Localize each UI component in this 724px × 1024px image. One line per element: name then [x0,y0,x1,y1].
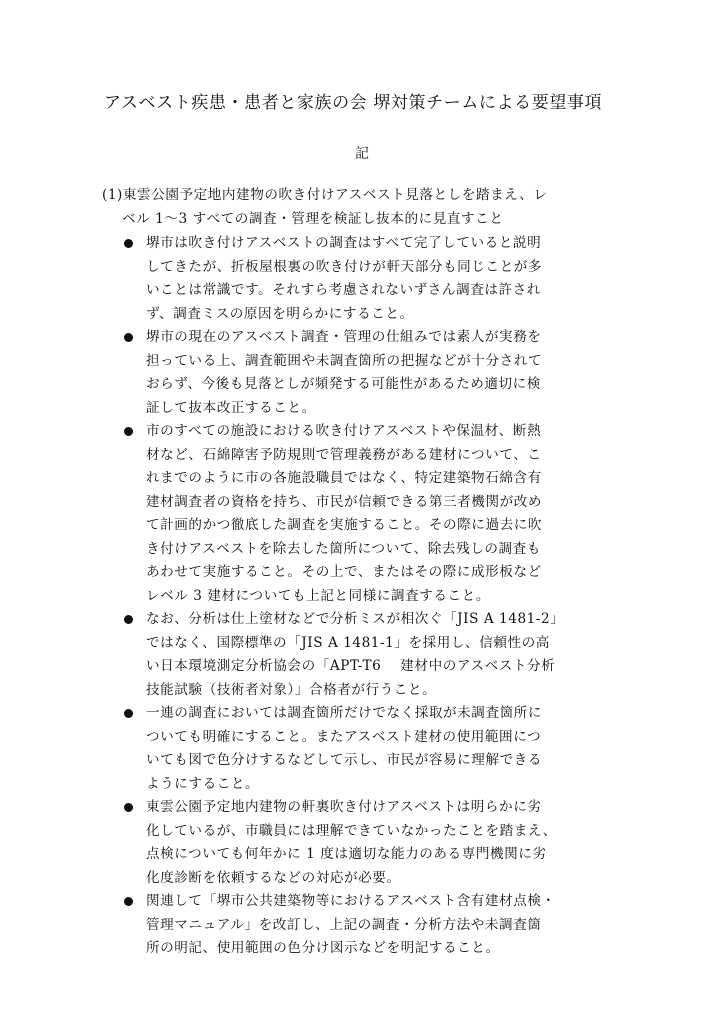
item-text-line: ではなく、国際標準の「JIS A 1481-1」を採用し、信頼性の高 [146,634,550,651]
item-text-line: してきたが、折板屋根裏の吹き付けが軒天部分も同じことが多 [146,258,543,275]
request-item [118,608,578,702]
request-item [118,420,578,608]
bullet-dot-icon [124,239,133,248]
document-title: アスベスト疾患・患者と家族の会 堺対策チームによる要望事項 [104,93,603,113]
section-heading [102,184,612,231]
item-text-line: 技能試験（技術者対象）」合格者が行うこと。 [146,681,437,698]
ki-heading: 記 [355,146,369,162]
bullet-dot-icon [124,615,133,624]
item-text-line: 関連して「堺市公共建築物等におけるアスベスト含有建材点検・ [146,893,556,909]
request-item [118,702,578,796]
request-item [118,796,578,890]
bullet-dot-icon [124,897,133,906]
item-text-line: て計画的かつ徹底した調査を実施すること。その際に過去に吹 [146,517,543,533]
request-list [118,232,578,961]
item-text-line: 建材調査者の資格を持ち、市民が信頼できる第三者機関が改め [146,493,543,510]
request-item [118,232,578,326]
item-text-line: 東雲公園予定地内建物の軒裏吹き付けアスベストは明らかに劣 [146,799,542,815]
section-heading-line: (1)東雲公園予定地内建物の吹き付けアスベスト見落としを踏まえ、レ [102,187,548,203]
item-text-line: 材など、石綿障害予防規則で管理義務がある建材について、こ [146,446,542,463]
item-text-line: レベル 3 建材についても上記と同様に調査すること。 [146,587,490,604]
bullet-dot-icon [124,333,133,342]
item-text-line: いても図で色分けするなどして示し、市民が容易に理解できる [146,752,543,768]
item-text-line: 市のすべての施設における吹き付けアスベストや保温材、断熱 [146,423,542,439]
item-text-line: いことは常識です。それすら考慮されないずさん調査は許され [146,282,541,298]
item-text-line: い日本環境測定分析協会の「APT-T6 建材中のアスベスト分析 [146,658,556,674]
request-item [118,890,578,961]
item-text-line: おらず、今後も見落としが頻発する可能性があるため適切に検 [146,376,541,392]
item-text-line: ついても明確にすること。またアスベスト建材の使用範囲につ [146,728,542,745]
bullet-dot-icon [124,709,133,718]
item-text-line: 堺市の現在のアスベスト調査・管理の仕組みでは素人が実務を [146,329,542,345]
item-text-line: ず、調査ミスの原因を明らかにすること。 [146,305,414,322]
section-heading-line: ベル 1～3 すべての調査・管理を検証し抜本的に見直すこと [122,210,504,227]
bullet-dot-icon [124,803,133,812]
item-text-line: 化しているが、市職員には理解できていなかったことを踏まえ、 [146,822,557,839]
item-text-line: き付けアスベストを除去した箇所について、除去残しの調査も [146,540,541,557]
item-text-line: れまでのように市の各施設職員ではなく、特定建築物石綿含有 [146,470,542,486]
item-text-line: ようにすること。 [146,775,260,792]
bullet-dot-icon [124,427,133,436]
item-text-line: あわせて実施すること。その上で、またはその際に成形板など [146,564,542,580]
item-text-line: 堺市は吹き付けアスベストの調査はすべて完了していると説明 [146,235,542,251]
item-text-line: 証して抜本改正すること。 [146,399,316,416]
item-text-line: 一連の調査においては調査箇所だけでなく採取が未調査箇所に [146,705,543,721]
item-text-line: 点検についても何年かに 1 度は適切な能力のある専門機関に劣 [146,846,547,862]
request-item [118,326,578,420]
item-text-line: 化度診断を依頼するなどの対応が必要。 [146,869,401,886]
item-text-line: 管理マニュアル」を改訂し、上記の調査・分析方法や未調査箇 [146,916,542,933]
item-text-line: 担っている上、調査範囲や未調査箇所の把握などが十分されて [146,352,543,369]
item-text-line: 所の明記、使用範囲の色分け図示などを明記すること。 [146,940,500,956]
item-text-line: なお、分析は仕上塗材などで分析ミスが相次ぐ「JIS A 1481-2」 [146,611,565,627]
